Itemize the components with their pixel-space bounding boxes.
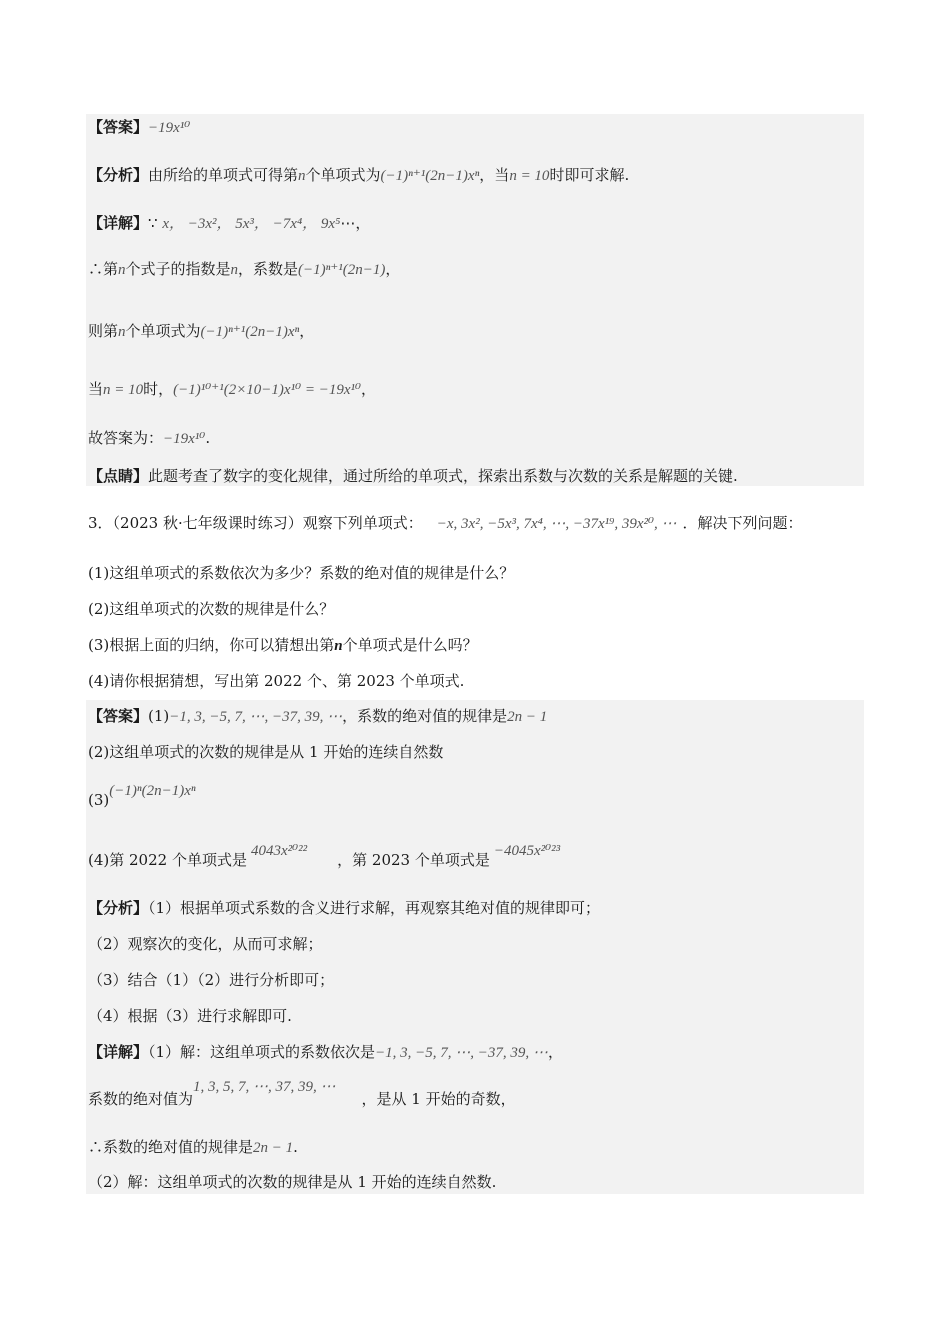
detail-line: 【详解】∵ x， −3x²， 5x³， −7x⁴， 9x⁵⋯， [88,214,371,232]
comment-tag: 【点睛】 [88,467,149,485]
question-3-line: 3．（2023 秋·七年级课时练习）观察下列单项式： −x, 3x², −5x³, 7x⁴, ⋯, −37x¹⁹, 39x²⁰, ⋯ ．解决下列问题： [88,514,803,532]
detail-exponent-line: ∴第n个式子的指数是n，系数是(−1)ⁿ⁺¹(2n−1)， [88,260,401,278]
detail-sequence: x， −3x²， 5x³， −7x⁴， 9x⁵ [162,216,341,232]
answer-expression: −19x¹⁰ [148,120,191,136]
final-answer-expression: −19x¹⁰ [163,431,206,447]
detail-2-rule-line: ∴系数的绝对值的规律是2n − 1. [88,1138,298,1156]
detail-tag: 【详解】 [88,1043,149,1061]
answer-2-line-4: (4)第 2022 个单项式是 4043x²⁰²² ，第 2023 个单项式是 −4045x²⁰²³ [88,843,561,869]
detail-2-line-1: 【详解】（1）解：这组单项式的系数依次是−1, 3, −5, 7, ⋯, −37, 39, ⋯， [88,1043,563,1061]
answer-2-line-1: 【答案】(1)−1, 3, −5, 7, ⋯, −37, 39, ⋯，系数的绝对值的规律是2n − 1 [88,707,548,725]
detail-2-abs-line: 系数的绝对值为1, 3, 5, 7, ⋯, 37, 39, ⋯，是从 1 开始的奇数， [88,1079,516,1108]
term-2023-expression: −4045x²⁰²³ [493,843,561,859]
detail-2-degree-line: （2）解：这组单项式的次数的规律是从 1 开始的连续自然数. [88,1173,497,1191]
substitution-expression: (−1)¹⁰⁺¹(2×10−1)x¹⁰ = −19x¹⁰ [173,382,362,398]
question-3-sequence: −x, 3x², −5x³, 7x⁴, ⋯, −37x¹⁹, 39x²⁰, ⋯ [436,516,677,532]
question-part-2: (2)这组单项式的次数的规律是什么？ [88,600,335,618]
comment-line: 【点睛】此题考查了数字的变化规律，通过所给的单项式，探索出系数与次数的关系是解题的关键. [88,467,738,485]
detail-substitution-line: 当n = 10时，(−1)¹⁰⁺¹(2×10−1)x¹⁰ = −19x¹⁰， [88,380,377,398]
question-part-1: (1)这组单项式的系数依次为多少？系数的绝对值的规律是什么？ [88,564,515,582]
analysis-2-line-3: （3）结合（1）（2）进行分析即可； [88,971,335,989]
analysis-2-line-4: （4）根据（3）进行求解即可. [88,1007,292,1025]
answer-2-line-3: (3)(−1)ⁿ(2n−1)xⁿ [88,783,196,809]
question-part-4: (4)请你根据猜想，写出第 2022 个、第 2023 个单项式. [88,672,465,690]
coefficient-sequence: −1, 3, −5, 7, ⋯, −37, 39, ⋯ [169,709,343,725]
detail-coefficient-sequence: −1, 3, −5, 7, ⋯, −37, 39, ⋯ [375,1045,548,1061]
term-2022-expression: 4043x²⁰²² [250,843,308,859]
answer-tag: 【答案】 [88,707,149,725]
analysis-tag: 【分析】 [88,166,149,184]
analysis-expression: (−1)ⁿ⁺¹(2n−1)xⁿ [380,168,480,184]
analysis-2-line-2: （2）观察次的变化，从而可求解； [88,935,323,953]
coefficient-expression: (−1)ⁿ⁺¹(2n−1) [298,262,386,278]
final-answer-line: 故答案为：−19x¹⁰. [88,429,211,447]
answer-line [88,117,190,138]
analysis-line: 【分析】由所给的单项式可得第n个单项式为(−1)ⁿ⁺¹(2n−1)xⁿ，当n = 10时即可求解. [88,166,630,184]
detail-general-term-line: 则第n个单项式为(−1)ⁿ⁺¹(2n−1)xⁿ， [88,322,315,340]
abs-rule-expression: 2n − 1 [507,709,548,725]
analysis-2-line-1: 【分析】（1）根据单项式系数的含义进行求解，再观察其绝对值的规律即可； [88,899,601,917]
abs-value-sequence: 1, 3, 5, 7, ⋯, 37, 39, ⋯ [193,1079,336,1095]
question-part-3: (3)根据上面的归纳，你可以猜想出第n个单项式是什么吗？ [88,636,478,654]
answer-2-line-2: (2)这组单项式的次数的规律是从 1 开始的连续自然数 [88,743,444,761]
answer-tag: 【答案】 [88,118,149,136]
detail-tag: 【详解】 [88,214,149,232]
nth-term-expression: (−1)ⁿ(2n−1)xⁿ [109,783,196,799]
rule-expression: 2n − 1 [253,1140,294,1156]
general-term-expression: (−1)ⁿ⁺¹(2n−1)xⁿ [200,324,300,340]
analysis-tag: 【分析】 [88,899,149,917]
question-3-prefix: 3．（2023 秋·七年级课时练习）观察下列单项式： [88,514,423,532]
